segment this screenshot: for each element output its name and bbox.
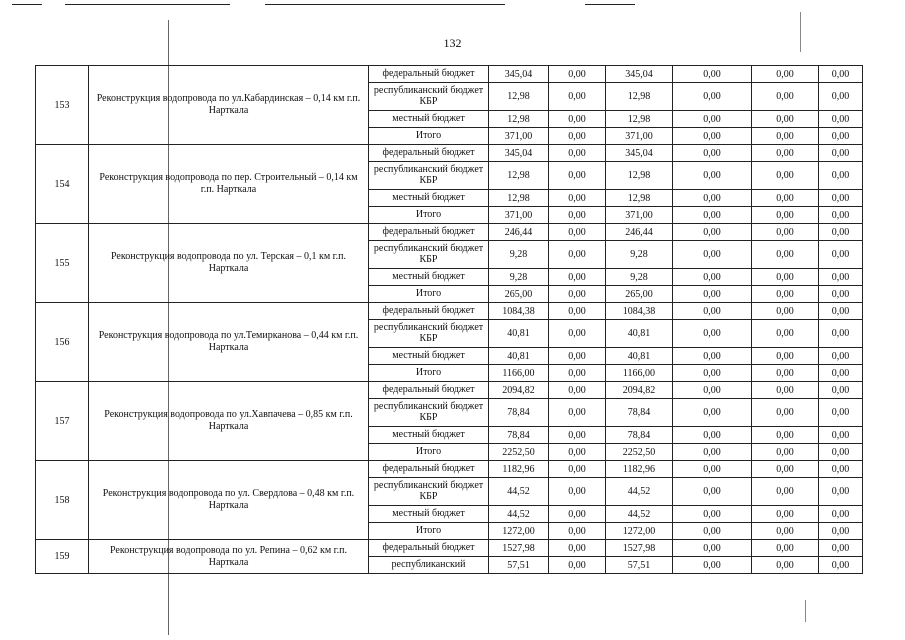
amount-cell-v2: 0,00 <box>549 365 606 382</box>
top-rule-4 <box>585 4 635 5</box>
amount-cell-v5: 0,00 <box>752 83 819 111</box>
amount-cell-v1: 1084,38 <box>489 303 549 320</box>
amount-cell-v6: 0,00 <box>819 66 863 83</box>
funding-source: республиканский бюджет КБР <box>369 478 489 506</box>
amount-cell-v6: 0,00 <box>819 162 863 190</box>
amount-cell-v1: 78,84 <box>489 399 549 427</box>
amount-cell-v2: 0,00 <box>549 303 606 320</box>
amount-cell-v2: 0,00 <box>549 399 606 427</box>
amount-cell-v3: 12,98 <box>606 111 673 128</box>
funding-source: федеральный бюджет <box>369 145 489 162</box>
amount-cell-v5: 0,00 <box>752 427 819 444</box>
funding-source: федеральный бюджет <box>369 540 489 557</box>
project-name: Реконструкция водопровода по пер. Строительный – 0,14 км г.п. Нарткала <box>89 145 369 224</box>
funding-source: Итого <box>369 523 489 540</box>
amount-cell-v1: 12,98 <box>489 162 549 190</box>
budget-table <box>35 65 863 574</box>
amount-cell-v4: 0,00 <box>673 83 752 111</box>
amount-cell-v4: 0,00 <box>673 557 752 574</box>
amount-cell-v1: 78,84 <box>489 427 549 444</box>
row-number: 154 <box>36 145 89 224</box>
amount-cell-v1: 2252,50 <box>489 444 549 461</box>
amount-cell-v1: 246,44 <box>489 224 549 241</box>
amount-cell-v1: 2094,82 <box>489 382 549 399</box>
amount-cell-v2: 0,00 <box>549 427 606 444</box>
funding-source: местный бюджет <box>369 348 489 365</box>
amount-cell-v4: 0,00 <box>673 162 752 190</box>
amount-cell-v1: 371,00 <box>489 207 549 224</box>
project-name: Реконструкция водопровода по ул.Кабардинская – 0,14 км г.п. Нарткала <box>89 66 369 145</box>
amount-cell-v1: 345,04 <box>489 66 549 83</box>
amount-cell-v5: 0,00 <box>752 303 819 320</box>
amount-cell-v2: 0,00 <box>549 478 606 506</box>
amount-cell-v6: 0,00 <box>819 399 863 427</box>
project-name: Реконструкция водопровода по ул. Репина – 0,62 км г.п. Нарткала <box>89 540 369 574</box>
amount-cell-v2: 0,00 <box>549 145 606 162</box>
amount-cell-v5: 0,00 <box>752 224 819 241</box>
amount-cell-v4: 0,00 <box>673 427 752 444</box>
amount-cell-v2: 0,00 <box>549 540 606 557</box>
funding-source: республиканский бюджет КБР <box>369 162 489 190</box>
funding-source: республиканский бюджет КБР <box>369 83 489 111</box>
amount-cell-v6: 0,00 <box>819 427 863 444</box>
amount-cell-v1: 12,98 <box>489 190 549 207</box>
row-number: 157 <box>36 382 89 461</box>
amount-cell-v1: 371,00 <box>489 128 549 145</box>
row-number: 156 <box>36 303 89 382</box>
amount-cell-v2: 0,00 <box>549 66 606 83</box>
row-number: 158 <box>36 461 89 540</box>
amount-cell-v6: 0,00 <box>819 241 863 269</box>
amount-cell-v5: 0,00 <box>752 540 819 557</box>
amount-cell-v3: 78,84 <box>606 427 673 444</box>
amount-cell-v3: 345,04 <box>606 66 673 83</box>
table-row <box>36 461 863 478</box>
amount-cell-v1: 1182,96 <box>489 461 549 478</box>
amount-cell-v6: 0,00 <box>819 382 863 399</box>
amount-cell-v5: 0,00 <box>752 162 819 190</box>
amount-cell-v6: 0,00 <box>819 461 863 478</box>
amount-cell-v1: 345,04 <box>489 145 549 162</box>
amount-cell-v2: 0,00 <box>549 506 606 523</box>
top-rule-3 <box>265 4 505 5</box>
funding-source: местный бюджет <box>369 269 489 286</box>
funding-source: республиканский <box>369 557 489 574</box>
amount-cell-v3: 12,98 <box>606 190 673 207</box>
amount-cell-v3: 1084,38 <box>606 303 673 320</box>
amount-cell-v2: 0,00 <box>549 444 606 461</box>
amount-cell-v2: 0,00 <box>549 461 606 478</box>
amount-cell-v4: 0,00 <box>673 145 752 162</box>
amount-cell-v3: 44,52 <box>606 478 673 506</box>
amount-cell-v6: 0,00 <box>819 207 863 224</box>
amount-cell-v5: 0,00 <box>752 382 819 399</box>
amount-cell-v1: 1527,98 <box>489 540 549 557</box>
amount-cell-v4: 0,00 <box>673 241 752 269</box>
table-row <box>36 145 863 162</box>
row-number: 159 <box>36 540 89 574</box>
funding-source: местный бюджет <box>369 506 489 523</box>
table-row <box>36 540 863 557</box>
amount-cell-v6: 0,00 <box>819 523 863 540</box>
amount-cell-v4: 0,00 <box>673 286 752 303</box>
amount-cell-v4: 0,00 <box>673 348 752 365</box>
amount-cell-v1: 44,52 <box>489 478 549 506</box>
amount-cell-v5: 0,00 <box>752 241 819 269</box>
amount-cell-v2: 0,00 <box>549 224 606 241</box>
amount-cell-v5: 0,00 <box>752 190 819 207</box>
amount-cell-v6: 0,00 <box>819 444 863 461</box>
amount-cell-v6: 0,00 <box>819 506 863 523</box>
amount-cell-v4: 0,00 <box>673 382 752 399</box>
amount-cell-v6: 0,00 <box>819 145 863 162</box>
funding-source: федеральный бюджет <box>369 382 489 399</box>
funding-source: федеральный бюджет <box>369 224 489 241</box>
amount-cell-v3: 12,98 <box>606 162 673 190</box>
amount-cell-v5: 0,00 <box>752 269 819 286</box>
amount-cell-v4: 0,00 <box>673 399 752 427</box>
amount-cell-v1: 12,98 <box>489 111 549 128</box>
amount-cell-v3: 1272,00 <box>606 523 673 540</box>
amount-cell-v3: 246,44 <box>606 224 673 241</box>
amount-cell-v6: 0,00 <box>819 111 863 128</box>
amount-cell-v1: 44,52 <box>489 506 549 523</box>
amount-cell-v2: 0,00 <box>549 207 606 224</box>
amount-cell-v3: 40,81 <box>606 348 673 365</box>
amount-cell-v2: 0,00 <box>549 128 606 145</box>
amount-cell-v6: 0,00 <box>819 320 863 348</box>
amount-cell-v4: 0,00 <box>673 207 752 224</box>
amount-cell-v1: 12,98 <box>489 83 549 111</box>
amount-cell-v6: 0,00 <box>819 286 863 303</box>
table-row <box>36 224 863 241</box>
amount-cell-v5: 0,00 <box>752 399 819 427</box>
amount-cell-v2: 0,00 <box>549 557 606 574</box>
amount-cell-v1: 1166,00 <box>489 365 549 382</box>
top-rule-2 <box>65 4 230 5</box>
amount-cell-v5: 0,00 <box>752 523 819 540</box>
funding-source: федеральный бюджет <box>369 66 489 83</box>
amount-cell-v4: 0,00 <box>673 303 752 320</box>
amount-cell-v3: 1182,96 <box>606 461 673 478</box>
amount-cell-v3: 57,51 <box>606 557 673 574</box>
funding-source: Итого <box>369 128 489 145</box>
amount-cell-v3: 2094,82 <box>606 382 673 399</box>
amount-cell-v6: 0,00 <box>819 224 863 241</box>
amount-cell-v6: 0,00 <box>819 478 863 506</box>
amount-cell-v5: 0,00 <box>752 66 819 83</box>
amount-cell-v4: 0,00 <box>673 66 752 83</box>
amount-cell-v1: 1272,00 <box>489 523 549 540</box>
amount-cell-v5: 0,00 <box>752 207 819 224</box>
page-number: 132 <box>443 36 462 50</box>
amount-cell-v1: 9,28 <box>489 269 549 286</box>
project-name: Реконструкция водопровода по ул.Темирканова – 0,44 км г.п. Нарткала <box>89 303 369 382</box>
amount-cell-v5: 0,00 <box>752 286 819 303</box>
amount-cell-v4: 0,00 <box>673 269 752 286</box>
amount-cell-v4: 0,00 <box>673 224 752 241</box>
amount-cell-v2: 0,00 <box>549 382 606 399</box>
amount-cell-v1: 265,00 <box>489 286 549 303</box>
table-row <box>36 303 863 320</box>
funding-source: республиканский бюджет КБР <box>369 241 489 269</box>
amount-cell-v6: 0,00 <box>819 83 863 111</box>
amount-cell-v4: 0,00 <box>673 128 752 145</box>
amount-cell-v5: 0,00 <box>752 461 819 478</box>
amount-cell-v4: 0,00 <box>673 365 752 382</box>
funding-source: федеральный бюджет <box>369 303 489 320</box>
funding-source: Итого <box>369 444 489 461</box>
amount-cell-v3: 1166,00 <box>606 365 673 382</box>
amount-cell-v3: 9,28 <box>606 269 673 286</box>
amount-cell-v5: 0,00 <box>752 506 819 523</box>
amount-cell-v5: 0,00 <box>752 145 819 162</box>
amount-cell-v2: 0,00 <box>549 348 606 365</box>
amount-cell-v4: 0,00 <box>673 506 752 523</box>
amount-cell-v5: 0,00 <box>752 557 819 574</box>
amount-cell-v3: 371,00 <box>606 207 673 224</box>
funding-source: республиканский бюджет КБР <box>369 399 489 427</box>
amount-cell-v6: 0,00 <box>819 557 863 574</box>
amount-cell-v5: 0,00 <box>752 478 819 506</box>
funding-source: местный бюджет <box>369 190 489 207</box>
amount-cell-v3: 44,52 <box>606 506 673 523</box>
project-name: Реконструкция водопровода по ул. Терская – 0,1 км г.п. Нарткала <box>89 224 369 303</box>
amount-cell-v3: 345,04 <box>606 145 673 162</box>
amount-cell-v4: 0,00 <box>673 444 752 461</box>
amount-cell-v3: 1527,98 <box>606 540 673 557</box>
amount-cell-v2: 0,00 <box>549 269 606 286</box>
amount-cell-v6: 0,00 <box>819 269 863 286</box>
amount-cell-v3: 2252,50 <box>606 444 673 461</box>
project-name: Реконструкция водопровода по ул. Свердлова – 0,48 км г.п. Нарткала <box>89 461 369 540</box>
amount-cell-v5: 0,00 <box>752 444 819 461</box>
amount-cell-v1: 40,81 <box>489 348 549 365</box>
amount-cell-v4: 0,00 <box>673 478 752 506</box>
amount-cell-v3: 265,00 <box>606 286 673 303</box>
row-number: 153 <box>36 66 89 145</box>
amount-cell-v6: 0,00 <box>819 303 863 320</box>
amount-cell-v6: 0,00 <box>819 348 863 365</box>
amount-cell-v3: 40,81 <box>606 320 673 348</box>
amount-cell-v4: 0,00 <box>673 461 752 478</box>
amount-cell-v1: 40,81 <box>489 320 549 348</box>
funding-source: федеральный бюджет <box>369 461 489 478</box>
amount-cell-v5: 0,00 <box>752 348 819 365</box>
amount-cell-v6: 0,00 <box>819 128 863 145</box>
amount-cell-v4: 0,00 <box>673 523 752 540</box>
funding-source: республиканский бюджет КБР <box>369 320 489 348</box>
project-name: Реконструкция водопровода по ул.Хавпачева – 0,85 км г.п. Нарткала <box>89 382 369 461</box>
top-rule-1 <box>12 4 42 5</box>
amount-cell-v4: 0,00 <box>673 320 752 348</box>
amount-cell-v6: 0,00 <box>819 365 863 382</box>
amount-cell-v3: 12,98 <box>606 83 673 111</box>
amount-cell-v6: 0,00 <box>819 540 863 557</box>
amount-cell-v5: 0,00 <box>752 111 819 128</box>
amount-cell-v6: 0,00 <box>819 190 863 207</box>
funding-source: Итого <box>369 286 489 303</box>
table-row <box>36 382 863 399</box>
funding-source: Итого <box>369 207 489 224</box>
amount-cell-v2: 0,00 <box>549 190 606 207</box>
funding-source: местный бюджет <box>369 427 489 444</box>
amount-cell-v1: 9,28 <box>489 241 549 269</box>
amount-cell-v3: 9,28 <box>606 241 673 269</box>
amount-cell-v3: 78,84 <box>606 399 673 427</box>
amount-cell-v5: 0,00 <box>752 365 819 382</box>
table-row <box>36 66 863 83</box>
funding-source: Итого <box>369 365 489 382</box>
amount-cell-v4: 0,00 <box>673 540 752 557</box>
amount-cell-v1: 57,51 <box>489 557 549 574</box>
amount-cell-v2: 0,00 <box>549 286 606 303</box>
amount-cell-v2: 0,00 <box>549 523 606 540</box>
amount-cell-v3: 371,00 <box>606 128 673 145</box>
amount-cell-v5: 0,00 <box>752 320 819 348</box>
amount-cell-v2: 0,00 <box>549 320 606 348</box>
funding-source: местный бюджет <box>369 111 489 128</box>
amount-cell-v2: 0,00 <box>549 111 606 128</box>
amount-cell-v2: 0,00 <box>549 83 606 111</box>
bottom-edge-mark <box>805 600 806 622</box>
row-number: 155 <box>36 224 89 303</box>
amount-cell-v4: 0,00 <box>673 190 752 207</box>
amount-cell-v2: 0,00 <box>549 162 606 190</box>
amount-cell-v2: 0,00 <box>549 241 606 269</box>
amount-cell-v4: 0,00 <box>673 111 752 128</box>
amount-cell-v5: 0,00 <box>752 128 819 145</box>
